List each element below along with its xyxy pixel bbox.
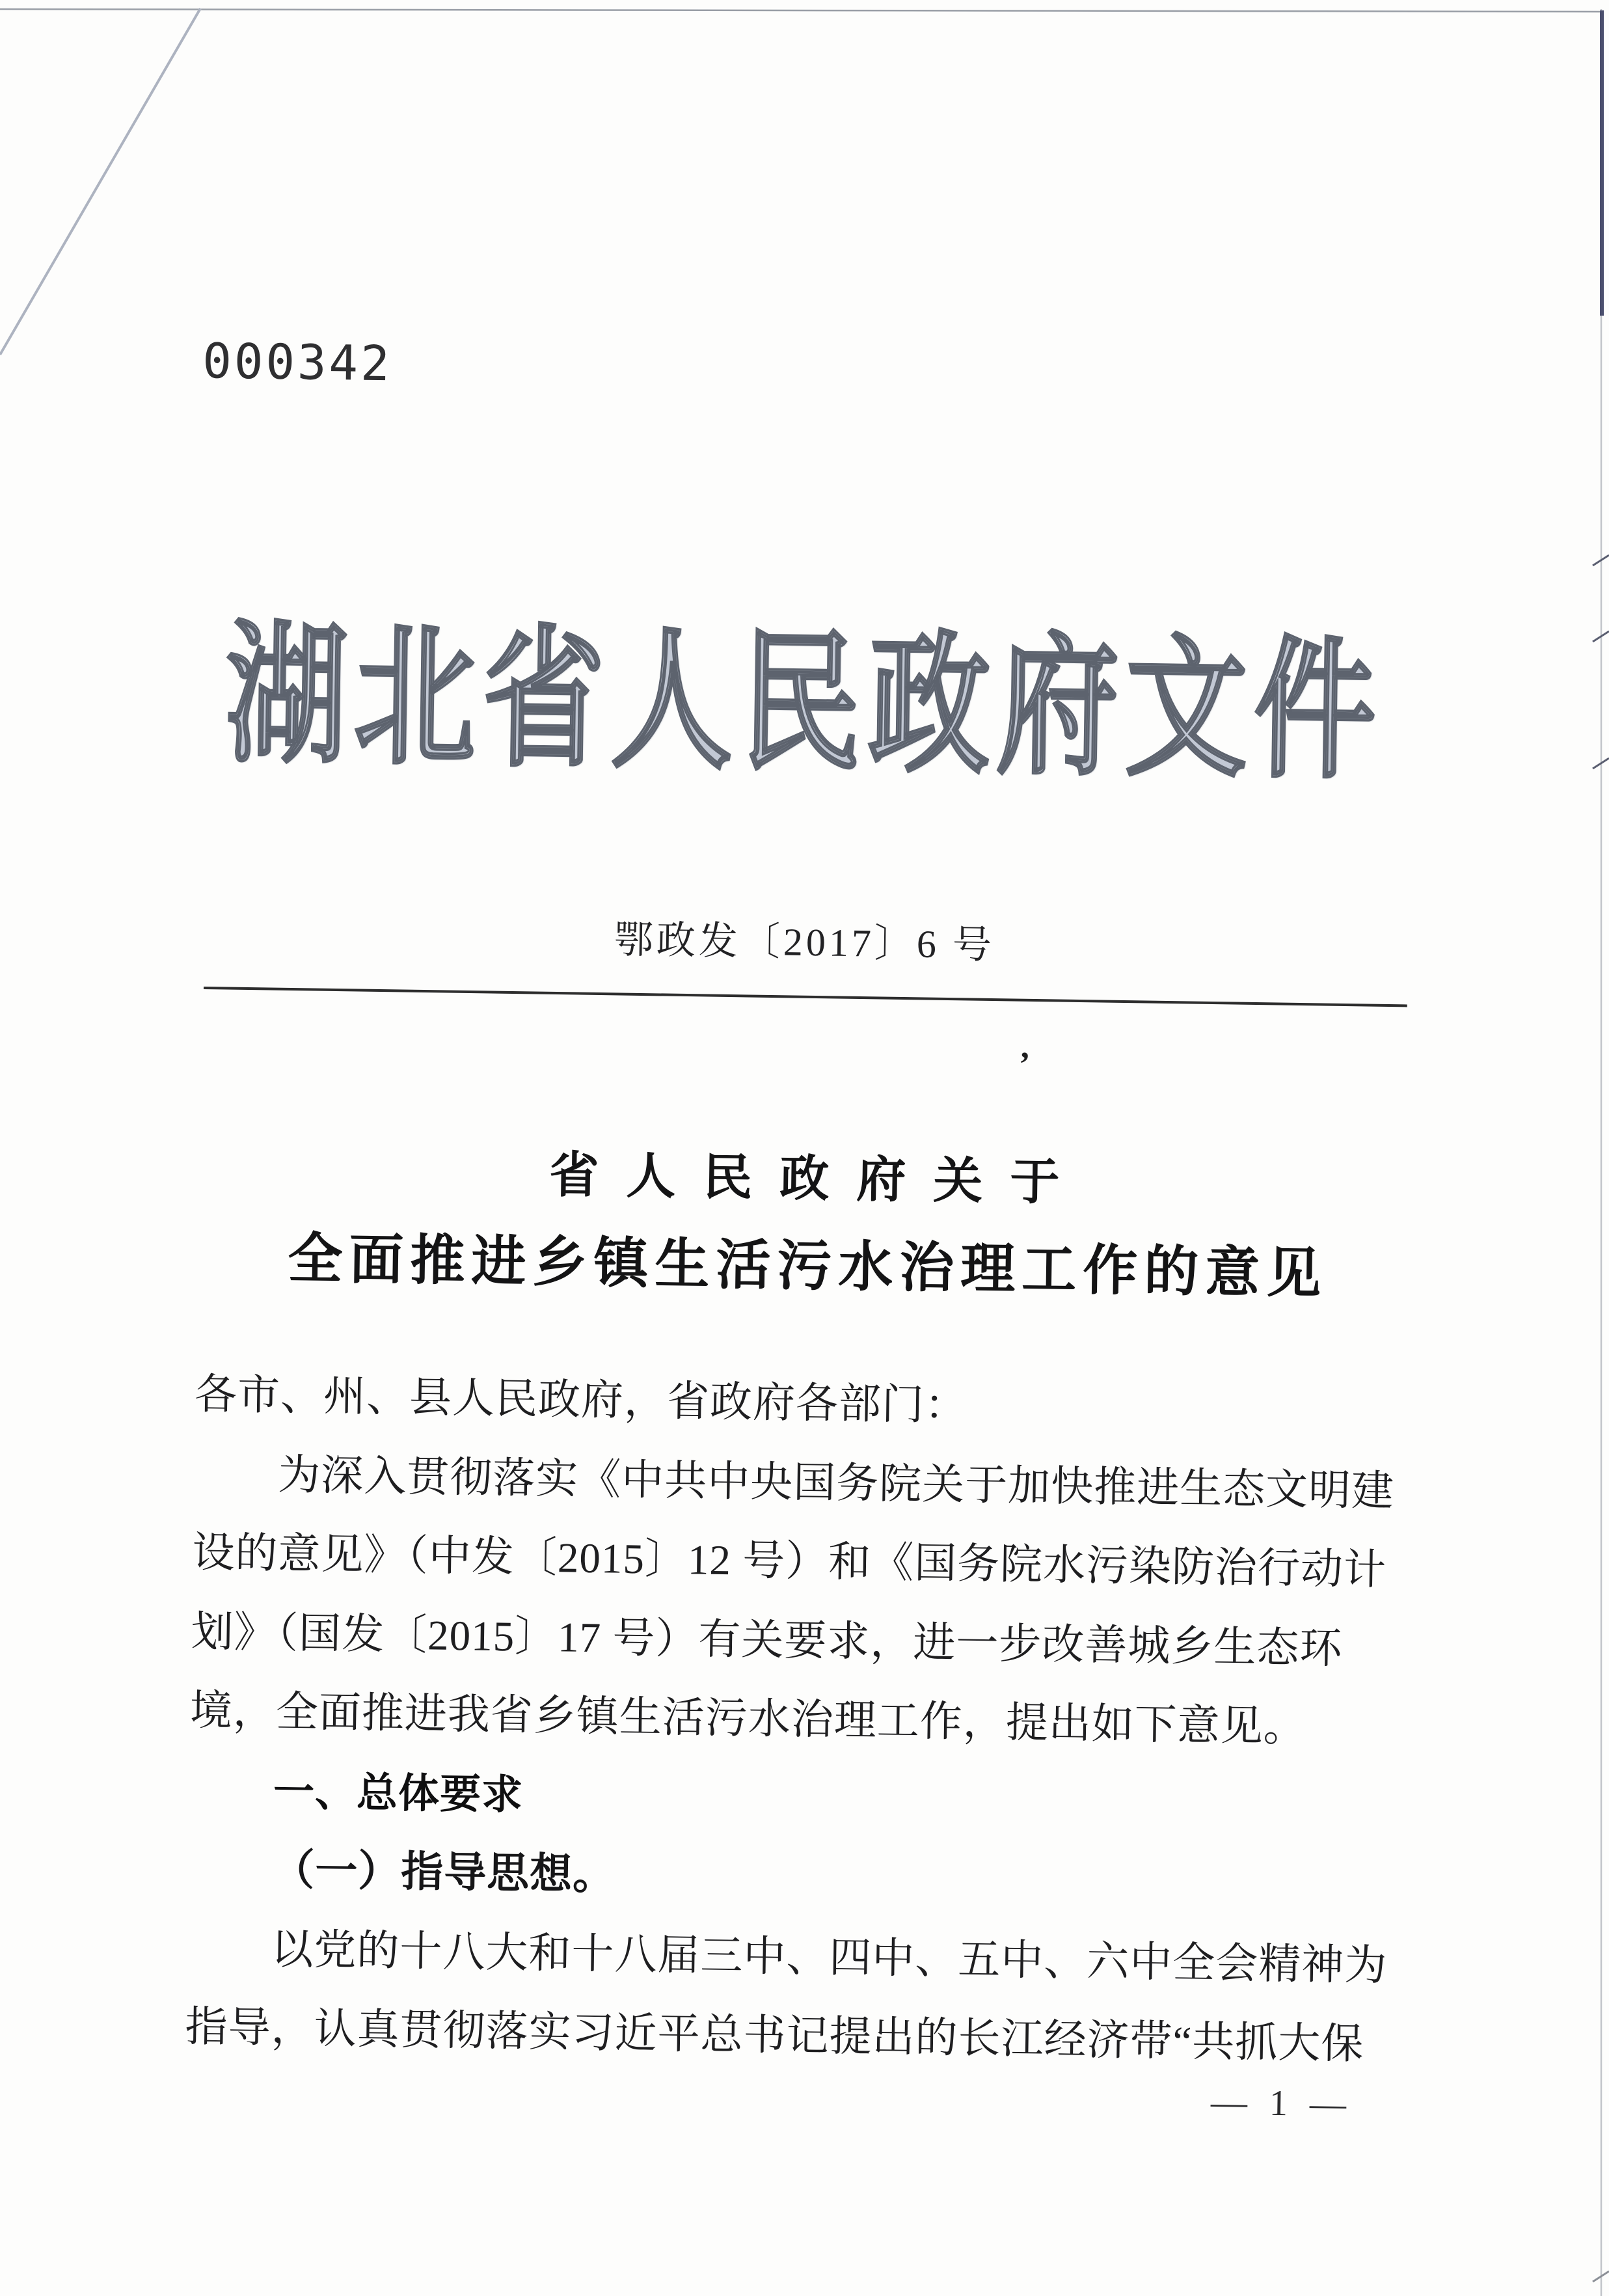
stray-ink-mark: ’ bbox=[1018, 1045, 1031, 1084]
subsection-heading: （一）指导思想。 bbox=[271, 1846, 616, 1899]
body-line: 指导，认真贯彻落实习近平总书记提出的长江经济带“共抓大保 bbox=[185, 2003, 1364, 2068]
body-line: 为深入贯彻落实《中共中央国务院关于加快推进生态文明建 bbox=[277, 1451, 1395, 1515]
body-line: 设的意见》（中发〔2015〕12 号）和《国务院水污染防治行动计 bbox=[191, 1529, 1387, 1594]
section-heading: 一、总体要求 bbox=[273, 1768, 524, 1818]
page-number: — 1 — bbox=[1210, 2082, 1347, 2125]
top-edge-line bbox=[0, 9, 1602, 12]
document-reference-number: 鄂政发〔2017〕6 号 bbox=[614, 918, 995, 967]
document-title-line-2: 全面推进乡镇生活污水治理工作的意见 bbox=[287, 1229, 1328, 1305]
masthead-title: 湖北省人民政府文件 bbox=[224, 612, 1385, 798]
body-line: 以党的十八大和十八届三中、四中、五中、六中全会精神为 bbox=[270, 1926, 1388, 1989]
corner-diagonal-line bbox=[0, 8, 200, 355]
body-line: 划》（国发〔2015〕17 号）有关要求，进一步改善城乡生态环 bbox=[191, 1608, 1343, 1673]
document-body bbox=[185, 1356, 1438, 2086]
body-line: 境，全面推进我省乡镇生活污水治理工作，提出如下意见。 bbox=[189, 1687, 1307, 1751]
salutation-line: 各市、州、县人民政府，省政府各部门： bbox=[194, 1371, 968, 1430]
archive-stamp-number: 000342 bbox=[202, 333, 393, 392]
document-title-line-1: 省人民政府关于 bbox=[548, 1148, 1087, 1211]
